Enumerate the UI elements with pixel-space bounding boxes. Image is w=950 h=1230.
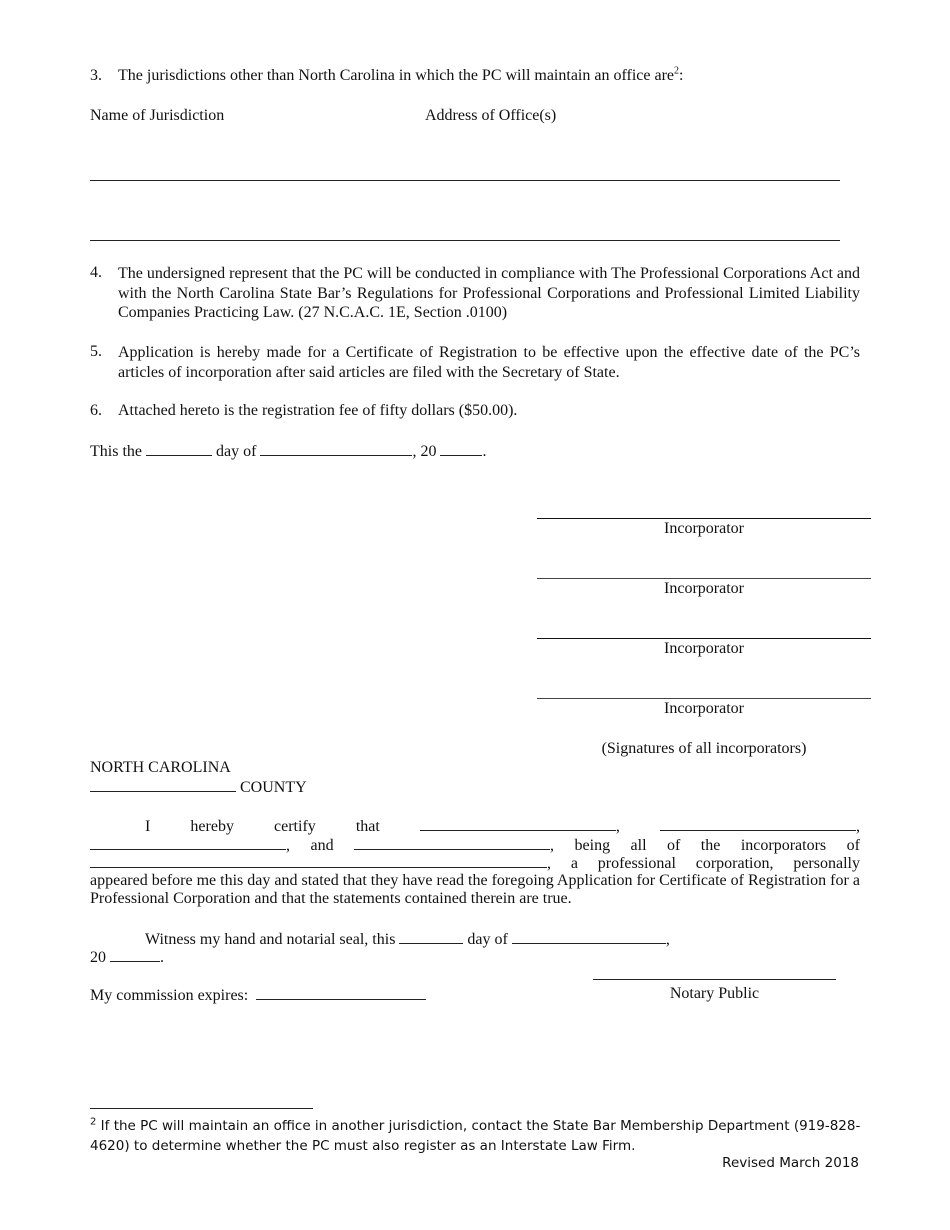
corporation-name-blank[interactable] — [90, 853, 547, 868]
jurisdiction-entry-line-1[interactable] — [90, 180, 840, 181]
cert-row-1: I hereby certify that , , — [145, 818, 860, 835]
incorporator-label-1: Incorporator — [664, 520, 744, 537]
incorporator-label-2: Incorporator — [664, 580, 744, 597]
item-4-number: 4. — [90, 264, 102, 281]
incorporator-signature-line-2[interactable] — [537, 578, 871, 579]
item-6-number: 6. — [90, 402, 102, 419]
witness-year-blank[interactable] — [110, 947, 160, 962]
footnote-ref: 2 — [674, 65, 680, 77]
incorporator-name-blank-4[interactable] — [354, 835, 550, 850]
witness-month-blank[interactable] — [512, 929, 666, 944]
item-3-text: The jurisdictions other than North Carolina in which the PC will maintain an office are$^2$: — [118, 65, 684, 84]
item-4-text: The undersigned represent that the PC will be conducted in compliance with The Professional Corporations Act and with the North Carolina State Bar’s Regulations for Professional Corporations and Professional Limited Liability Companies Practicing Law. (27 N.C.A.C. 1E, Section .0100) — [118, 265, 860, 321]
venue-state: NORTH CAROLINA — [90, 759, 231, 776]
revised-date: Revised March 2018 — [722, 1155, 859, 1171]
incorporator-name-blank-2[interactable] — [660, 816, 856, 831]
footnote-separator — [90, 1108, 313, 1109]
date-line: This the day of , 20 . — [90, 443, 487, 460]
signatures-note: (Signatures of all incorporators) — [601, 740, 807, 757]
incorporator-label-4: Incorporator — [664, 700, 744, 717]
item-5-number: 5. — [90, 343, 102, 360]
footnote-marker: 2 — [90, 1116, 97, 1128]
county-blank[interactable] — [90, 777, 236, 792]
day-blank[interactable] — [146, 441, 212, 456]
commission-line: My commission expires: — [90, 985, 426, 1005]
cert-rest: appeared before me this day and stated that they have read the foregoing Application for Certificate of Registration for a Professional Corporation and that the statements contained therein are true. — [90, 871, 860, 907]
item-6-text: Attached hereto is the registration fee of fifty dollars ($50.00). — [118, 402, 518, 419]
incorporator-signature-line-3[interactable] — [537, 638, 871, 639]
incorporator-signature-line-4[interactable] — [537, 698, 871, 699]
year-blank[interactable] — [440, 441, 482, 456]
jurisdiction-entry-line-2[interactable] — [90, 240, 840, 241]
cert-row-2: , and , being all of the incorporators of — [90, 835, 860, 854]
incorporator-label-3: Incorporator — [664, 640, 744, 657]
incorporator-name-blank-1[interactable] — [420, 816, 616, 831]
jurisdiction-column-header: Name of Jurisdiction — [90, 107, 225, 124]
item-5-text: Application is hereby made for a Certificate of Registration to be effective upon the effective date of the PC’s articles of incorporation after said articles are filed with the Secretary of State. — [118, 344, 860, 381]
footnote: $^2$ If the PC will maintain an office in another jurisdiction, contact the State Bar Membership Department (919-828-4620) to determine whether the PC must also register as an Interstate Law Firm. — [90, 1116, 861, 1154]
witness-day-blank[interactable] — [399, 929, 463, 944]
incorporator-name-blank-3[interactable] — [90, 835, 286, 850]
witness-year-line: 20 . — [90, 949, 164, 966]
address-column-header: Address of Office(s) — [425, 107, 557, 124]
venue-county: COUNTY — [90, 777, 307, 797]
commission-expires-blank[interactable] — [256, 985, 426, 1000]
notary-signature-line[interactable] — [593, 979, 836, 980]
certification-paragraph — [90, 816, 860, 909]
item-3-number: 3. — [90, 67, 102, 84]
notary-public-label: Notary Public — [669, 985, 760, 1002]
month-blank[interactable] — [260, 441, 412, 456]
witness-line: Witness my hand and notarial seal, this day of , — [145, 931, 670, 948]
cert-row-3: , a professional corporation, personally — [90, 853, 860, 872]
incorporator-signature-line-1[interactable] — [537, 518, 871, 519]
